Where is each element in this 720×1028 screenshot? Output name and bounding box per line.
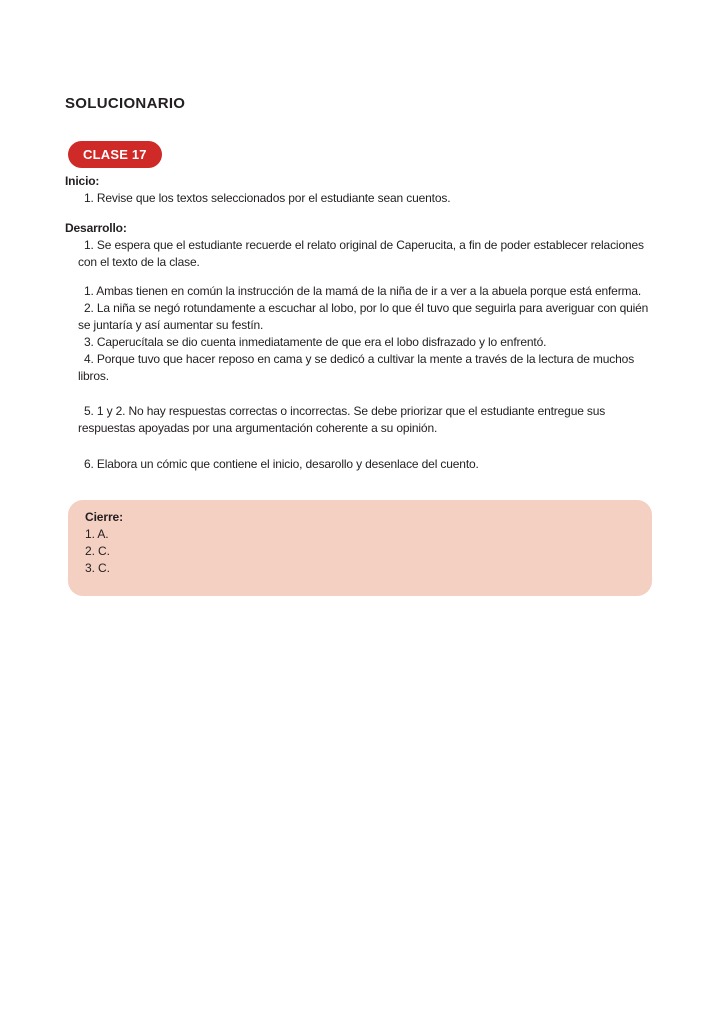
page-title: SOLUCIONARIO [65,95,186,112]
desarrollo-answer-1: 1. Ambas tienen en común la instrucción de la mamá de la niña de ir a ver a la abuela porque está enferma. [84,284,642,298]
inicio-item-1: 1. Revise que los textos seleccionados por el estudiante sean cuentos. [84,191,451,205]
desarrollo-answer-6: 6. Elabora un cómic que contiene el inicio, desarollo y desenlace del cuento. [84,457,479,471]
cierre-item-3: 3. C. [85,561,110,575]
desarrollo-heading: Desarrollo: [65,221,127,235]
cierre-heading: Cierre: [85,510,123,524]
desarrollo-answer-3: 3. Caperucítala se dio cuenta inmediatamente de que era el lobo disfrazado y lo enfrentó. [84,335,547,349]
inicio-heading: Inicio: [65,174,100,188]
cierre-item-1: 1. A. [85,527,109,541]
desarrollo-answer-5: 5. 1 y 2. No hay respuestas correctas o incorrectas. Se debe priorizar que el estudiante entregue sus respuestas apoyadas por una argumentación coherente a su opinión. [78,404,606,435]
desarrollo-answer-4: 4. Porque tuvo que hacer reposo en cama y se dedicó a cultivar la mente a través de la lectura de muchos libros. [78,352,635,383]
cierre-item-2: 2. C. [85,544,110,558]
document-page [0,96,720,1028]
desarrollo-intro-item-1: 1. Se espera que el estudiante recuerde el relato original de Caperucita, a fin de poder establecer relaciones con el texto de la clase. [78,238,644,269]
cierre-box [68,500,652,596]
clase-badge: CLASE 17 [68,141,162,168]
desarrollo-answer-2: 2. La niña se negó rotundamente a escuchar al lobo, por lo que él tuvo que seguirla para averiguar con quién se juntaría y así aumentar su festín. [78,301,649,332]
